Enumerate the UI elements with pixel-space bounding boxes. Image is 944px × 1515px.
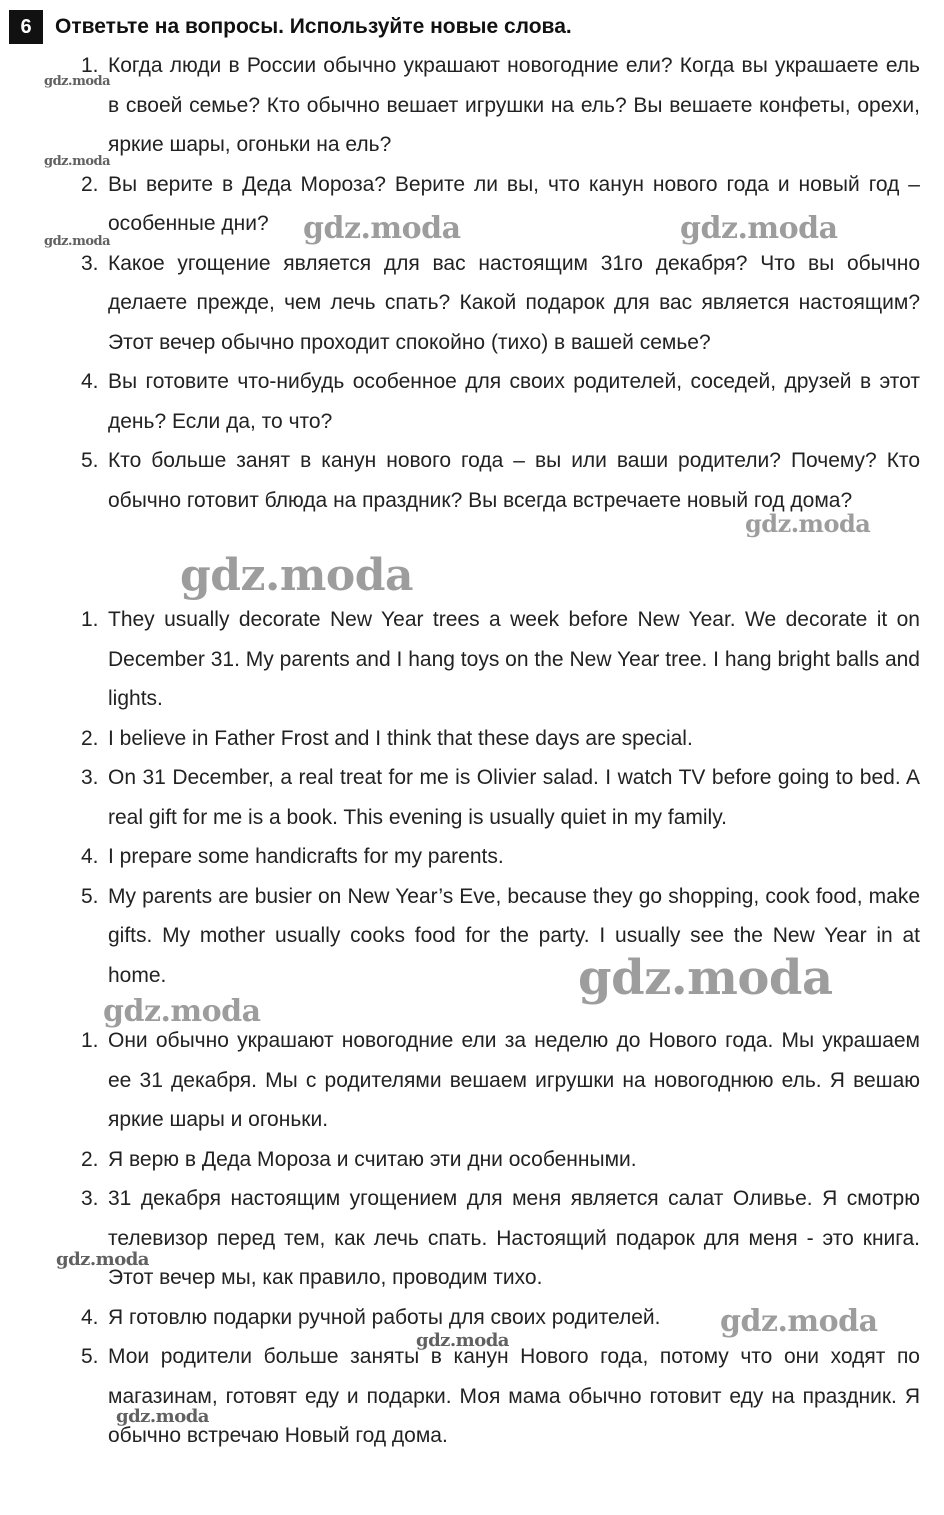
watermark: gdz.moda xyxy=(303,211,461,246)
item-number: 3. xyxy=(81,766,99,789)
item-number: 1. xyxy=(81,1029,99,1052)
item-text: I believe in Father Frost and I think that these days are special. xyxy=(108,726,693,750)
exercise-header xyxy=(9,9,572,45)
item-text: On 31 December, a real treat for me is Olivier salad. I watch TV before going to bed. A real gift for me is a book. This evening is usually quiet in my family. xyxy=(108,766,920,829)
item-text: Когда люди в России обычно украшают новогодние ели? Когда вы украшаете ель в своей семье? Кто обычно вешает игрушки на ель? Вы вешаете конфеты, орехи, яркие шары, огоньки на ель? xyxy=(108,54,920,156)
list-item xyxy=(0,600,920,719)
item-number: 3. xyxy=(81,1187,99,1210)
item-text: I prepare some handicrafts for my parents. xyxy=(108,845,504,868)
list-item xyxy=(0,719,920,759)
item-number: 2. xyxy=(81,726,99,750)
list-item xyxy=(0,758,920,837)
exercise-title: Ответьте на вопросы. Используйте новые слова. xyxy=(55,15,572,38)
list-item xyxy=(0,46,920,165)
answers-en xyxy=(0,600,944,995)
item-number: 2. xyxy=(81,172,99,196)
item-number: 5. xyxy=(81,884,99,908)
watermark: gdz.moda xyxy=(745,509,871,538)
item-text: Какое угощение является для вас настоящим 31го декабря? Что вы обычно делаете прежде, чем лечь спать? Какой подарок для вас является настоящим? Этот вечер обычно проходит спокойно (тихо) в вашей семье? xyxy=(108,251,920,354)
item-text: Я готовлю подарки ручной работы для своих родителей. xyxy=(108,1305,661,1329)
watermark: gdz.moda xyxy=(720,1304,878,1339)
watermark: gdz.moda xyxy=(44,234,111,249)
watermark: gdz.moda xyxy=(578,950,833,1006)
item-number: 5. xyxy=(81,1345,99,1368)
item-text: Я верю в Деда Мороза и считаю эти дни особенными. xyxy=(108,1147,637,1171)
list-item xyxy=(0,1179,920,1298)
item-number: 5. xyxy=(81,449,99,472)
item-text: My parents are busier on New Year’s Eve, because they go shopping, cook food, make gifts. My mother usually cooks food for the party. I usually see the New Year in at home. xyxy=(108,884,920,987)
item-text: Вы верите в Деда Мороза? Верите ли вы, что канун нового года и новый год – особенные дни? xyxy=(108,172,920,235)
item-text: Кто больше занят в канун нового года – вы или ваши родители? Почему? Кто обычно готовит блюда на праздник? Вы всегда встречаете новый год дома? xyxy=(108,449,920,512)
list-item xyxy=(0,1337,920,1456)
item-number: 1. xyxy=(81,608,99,631)
item-number: 3. xyxy=(81,251,99,275)
list-item xyxy=(0,244,920,363)
list-item xyxy=(0,837,920,877)
item-text: They usually decorate New Year trees a week before New Year. We decorate it on December 31. My parents and I hang toys on the New Year tree. I hang bright balls and lights. xyxy=(108,608,920,710)
list-item xyxy=(0,362,920,441)
answers-ru xyxy=(0,1021,944,1456)
list-item xyxy=(0,1140,920,1180)
watermark: gdz.moda xyxy=(44,74,111,89)
watermark: gdz.moda xyxy=(416,1330,509,1351)
watermark: gdz.moda xyxy=(680,211,838,246)
item-number: 2. xyxy=(81,1147,99,1171)
item-number: 4. xyxy=(81,845,99,868)
watermark: gdz.moda xyxy=(180,550,414,601)
questions-ru xyxy=(0,46,944,520)
watermark: gdz.moda xyxy=(56,1249,149,1270)
watermark: gdz.moda xyxy=(116,1406,209,1427)
list-item xyxy=(0,1021,920,1140)
item-text: 31 декабря настоящим угощением для меня является салат Оливье. Я смотрю телевизор перед тем, как лечь спать. Настоящий подарок для меня - это книга. Этот вечер мы, как правило, проводим тихо. xyxy=(108,1187,920,1289)
watermark: gdz.moda xyxy=(44,154,111,169)
item-number: 4. xyxy=(81,1305,99,1329)
item-number: 1. xyxy=(81,54,99,77)
item-number: 4. xyxy=(81,370,99,393)
item-text: Вы готовите что-нибудь особенное для своих родителей, соседей, друзей в этот день? Если да, то что? xyxy=(108,370,920,433)
watermark: gdz.moda xyxy=(103,994,261,1029)
item-text: Мои родители больше заняты в канун Нового года, потому что они ходят по магазинам, готовят еду и подарки. Моя мама обычно готовит еду на праздник. Я обычно встречаю Новый год дома. xyxy=(108,1345,920,1447)
item-text: Они обычно украшают новогодние ели за неделю до Нового года. Мы украшаем ее 31 декабря. Мы с родителями вешаем игрушки на новогоднюю ель. Я вешаю яркие шары и огоньки. xyxy=(108,1029,920,1131)
exercise-number-badge: 6 xyxy=(9,10,43,44)
